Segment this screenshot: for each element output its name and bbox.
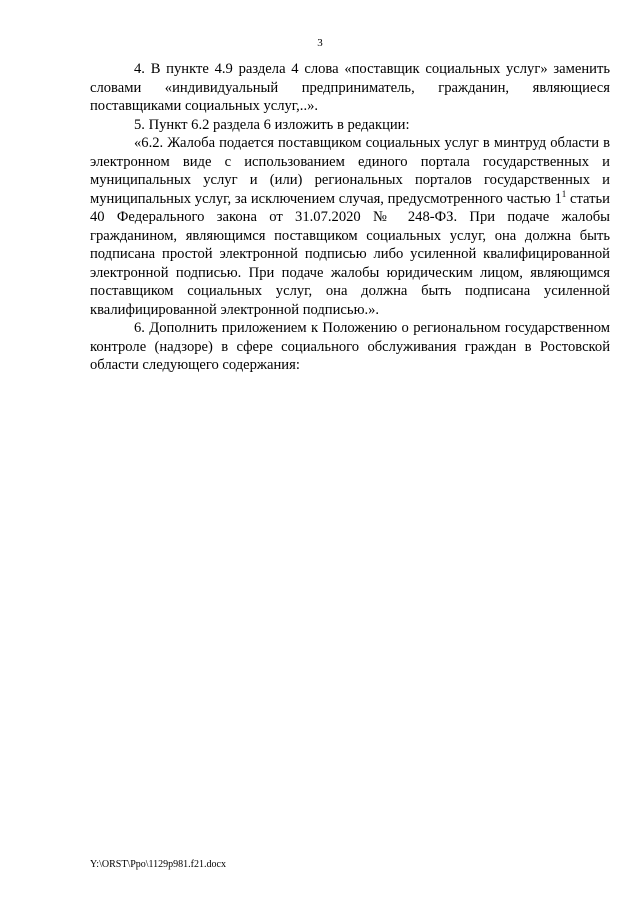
page-number: 3 — [317, 37, 323, 49]
superscript-part-number: 1 — [561, 188, 567, 199]
paragraph-4: 4. В пункте 4.9 раздела 4 слова «поставщик социальных услуг» заменить словами «индивидуальный предприниматель, гражданин, являющиеся поставщиками социальных услуг,..». — [90, 61, 610, 114]
document-body — [90, 60, 610, 375]
paragraph-6-2-text-end: статьи 40 Федерального закона от 31.07.2020 № 248-ФЗ. При подаче жалобы гражданином, являющимся поставщиком социальных услуг, она должна быть подписана простой электронной подписью либо усиленной квалифицированной электронной подписью. При подаче жалобы юридическим лицом, являющимся поставщиком социальных услуг, она должна быть подписана усиленной квалифицированной электронной подписью.». — [90, 190, 610, 318]
paragraph-6-2-text-start: «6.2. Жалоба подается поставщиком социальных услуг в минтруд области в электронном виде с использованием единого портала государственных и муниципальных услуг и (или) региональных порталов государственных и муниципальных услуг, за исключением случая, предусмотренного частью 1 — [90, 135, 610, 207]
paragraph-6-2-quote — [90, 134, 610, 319]
footer-file-path: Y:\ORST\Ppo\1129p981.f21.docx — [90, 859, 226, 870]
paragraph-6: 6. Дополнить приложением к Положению о региональном государственном контроле (надзоре) в сфере социального обслуживания граждан в Ростовской области следующего содержания: — [90, 320, 610, 373]
paragraph-5: 5. Пункт 6.2 раздела 6 изложить в редакции: — [134, 116, 410, 133]
